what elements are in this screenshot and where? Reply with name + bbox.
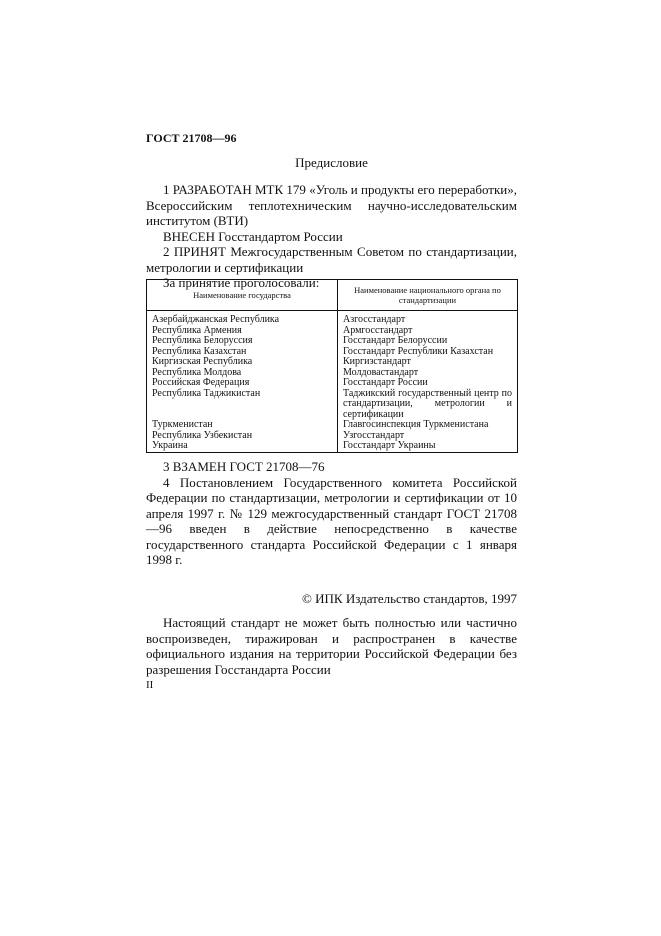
table-row xyxy=(147,378,518,389)
cell-state-name: Киргизская Республика xyxy=(147,357,338,368)
table-header-row xyxy=(147,280,518,311)
paragraph-resolution: 4 Постановлением Государственного комитета Российской Федерации по стандартизации, метрологии и сертификации от 10 апреля 1997 г. № 129 межгосударственный стандарт ГОСТ 21708—96 введен в действие непосредственно в качестве государственного стандарта Российской Федерации с 1 января 1998 г. xyxy=(146,474,517,567)
cell-state-name: Республика Молдова xyxy=(147,368,338,379)
intro-block xyxy=(146,182,517,291)
document-code: ГОСТ 21708—96 xyxy=(146,131,237,145)
reproduction-notice: Настоящий стандарт не может быть полностью или частично воспроизведен, тиражирован и распространен в качестве официального издания на территории Российской Федерации без разрешения Госстандарта России xyxy=(146,615,517,677)
cell-standards-body: Госстандарт Украины xyxy=(338,441,518,452)
cell-standards-body: Узгосстандарт xyxy=(338,431,518,442)
cell-standards-body: Азгосстандарт xyxy=(338,311,518,326)
paragraph-adopted: 2 ПРИНЯТ Межгосударственным Советом по стандартизации, метрологии и сертификации xyxy=(146,244,517,275)
after-block xyxy=(146,459,517,568)
copyright-line: © ИПК Издательство стандартов, 1997 xyxy=(302,591,517,606)
paragraph-replaces: 3 ВЗАМЕН ГОСТ 21708—76 xyxy=(163,459,325,474)
cell-standards-body: Госстандарт Республики Казахстан xyxy=(338,347,518,358)
table-body xyxy=(147,311,518,453)
voting-states-table xyxy=(146,279,518,453)
cell-standards-body: Армгосстандарт xyxy=(338,326,518,337)
page-number: II xyxy=(146,679,154,691)
table-row xyxy=(147,431,518,442)
paragraph-voted: За принятие проголосовали: xyxy=(163,275,320,290)
table-row xyxy=(147,336,518,347)
cell-standards-body: Молдовастандарт xyxy=(338,368,518,379)
cell-state-name: Республика Белоруссия xyxy=(147,336,338,347)
cell-standards-body: Таджикский государственный центр по стандартизации, метрологии и сертификации xyxy=(338,389,518,421)
table-row xyxy=(147,311,518,326)
cell-state-name: Азербайджанская Республика xyxy=(147,311,338,326)
cell-state-name: Украина xyxy=(147,441,338,452)
cell-state-name: Республика Армения xyxy=(147,326,338,337)
cell-state-name: Туркменистан xyxy=(147,420,338,431)
cell-standards-body: Госстандарт Белоруссии xyxy=(338,336,518,347)
column-header-state: Наименование государства xyxy=(147,280,338,311)
cell-state-name: Республика Казахстан xyxy=(147,347,338,358)
cell-standards-body: Главгосинспекция Туркменистана xyxy=(338,420,518,431)
table-row xyxy=(147,441,518,452)
cell-state-name: Республика Узбекистан xyxy=(147,431,338,442)
table-row xyxy=(147,420,518,431)
cell-standards-body: Госстандарт России xyxy=(338,378,518,389)
paragraph-developed: 1 РАЗРАБОТАН МТК 179 «Уголь и продукты его переработки», Всероссийским теплотехническим научно-исследовательским институтом (ВТИ) xyxy=(146,182,517,228)
table-row xyxy=(147,389,518,421)
paragraph-introduced: ВНЕСЕН Госстандартом России xyxy=(163,228,343,244)
table-row xyxy=(147,357,518,368)
section-title: Предисловие xyxy=(295,155,368,170)
cell-standards-body: Киргизстандарт xyxy=(338,357,518,368)
column-header-standards-body: Наименование национального органа по стандартизации xyxy=(338,280,518,311)
cell-state-name: Республика Таджикистан xyxy=(147,389,338,421)
cell-state-name: Российская Федерация xyxy=(147,378,338,389)
